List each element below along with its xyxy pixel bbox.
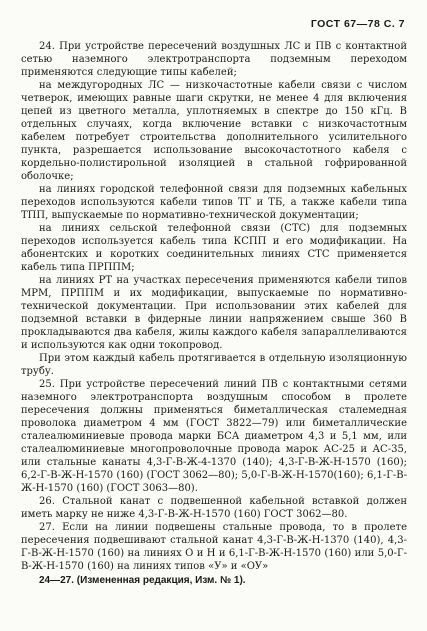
paragraph: 24. При устройстве пересечений воздушных ЛС и ПВ с контактной сетью наземного электротранспорта подземным переходом применяются следующие типы кабелей; — [21, 41, 407, 78]
amendment-note: 24—27. (Измененная редакция, Изм. № 1). — [39, 575, 246, 586]
paragraph: на линиях РТ на участках пересечения применяются кабели типов МРМ, ПРППМ и их модификации, выпускаемые по нормативно-технической документации. При использовании этих кабелей для подземной вставки в фидерные линии напряжением свыше 360 В прокладываются два кабеля, жилы каждого кабеля запараллеливаются и используются как одни токопровод. — [21, 275, 407, 351]
paragraph: 25. При устройстве пересечений линий ПВ с контактными сетями наземного электротранспорта воздушным способом в пролете пересечения должны применяться биметаллическая сталемедная проволока диаметром 4 мм (ГОСТ 3822—79) или биметаллические сталеалюминиевые провода марки БСА диаметром 4,3 и 5,1 мм, или сталеалюминиевые многопроволочные провода марок АС-25 и АС-35, или стальные канаты 4,3-Г-В-Ж-4-1370 (140); 4,3-Г-В-Ж-Н-1570 (160); 6,2-Г-В-Ж-Н-1570 (160) (ГОСТ 3062—80); 5,0-Г-В-Ж-Н-1570(160); 6,1-Г-В-Ж-Н-1570 (160) (ГОСТ 3063—80). — [21, 379, 407, 494]
paragraph: 27. Если на линии подвешены стальные провода, то в пролете пересечения подвешивают стальной канат 4,3-Г-В-Ж-Н-1370 (140), 4,3-Г-В-Ж-Н-1570 (160) на линиях О и Н и 6,1-Г-В-Ж-Н-1570 (160) или 5,0-Г-В-Ж-Н-1570 (160) на линиях типов «У» и «ОУ» — [21, 522, 407, 572]
paragraph: на линиях сельской телефонной связи (СТС) для подземных переходов используется кабель типа КСПП и его модификации. На абонентских и коротких соединительных линиях СТС применяется кабель типа ПРППМ; — [21, 223, 407, 273]
paragraph: 26. Стальной канат с подвешенной кабельной вставкой должен иметь марку не ниже 4,3-Г-В-Ж-Н-1570 (160) ГОСТ 3062—80. — [21, 496, 407, 520]
paragraph: на линиях городской телефонной связи для подземных кабельных переходов используются кабели типов ТГ и ТБ, а также кабели типа ТПП, выпускаемые по нормативно-технической документации; — [21, 184, 407, 221]
page-header: ГОСТ 67—78 С. 7 — [310, 18, 405, 30]
document-body — [21, 40, 407, 587]
paragraph: на междугородных ЛС — низкочастотные кабели связи с числом четверок, имеющих равные шаги скрутки, не менее 4 для включения цепей из цветного металла, уплотняемых в спектре до 150 кГц. В отдельных случаях, когда включение вставки с низкочастотным кабелем потребует строительства дополнительного усилительного пункта, разрешается использование высокочастотного кабеля с кордельно-полистирольной изоляцией в стальной гофрированной оболочке; — [21, 80, 407, 182]
paragraph: При этом каждый кабель протягивается в отдельную изоляционную трубу. — [21, 353, 407, 377]
